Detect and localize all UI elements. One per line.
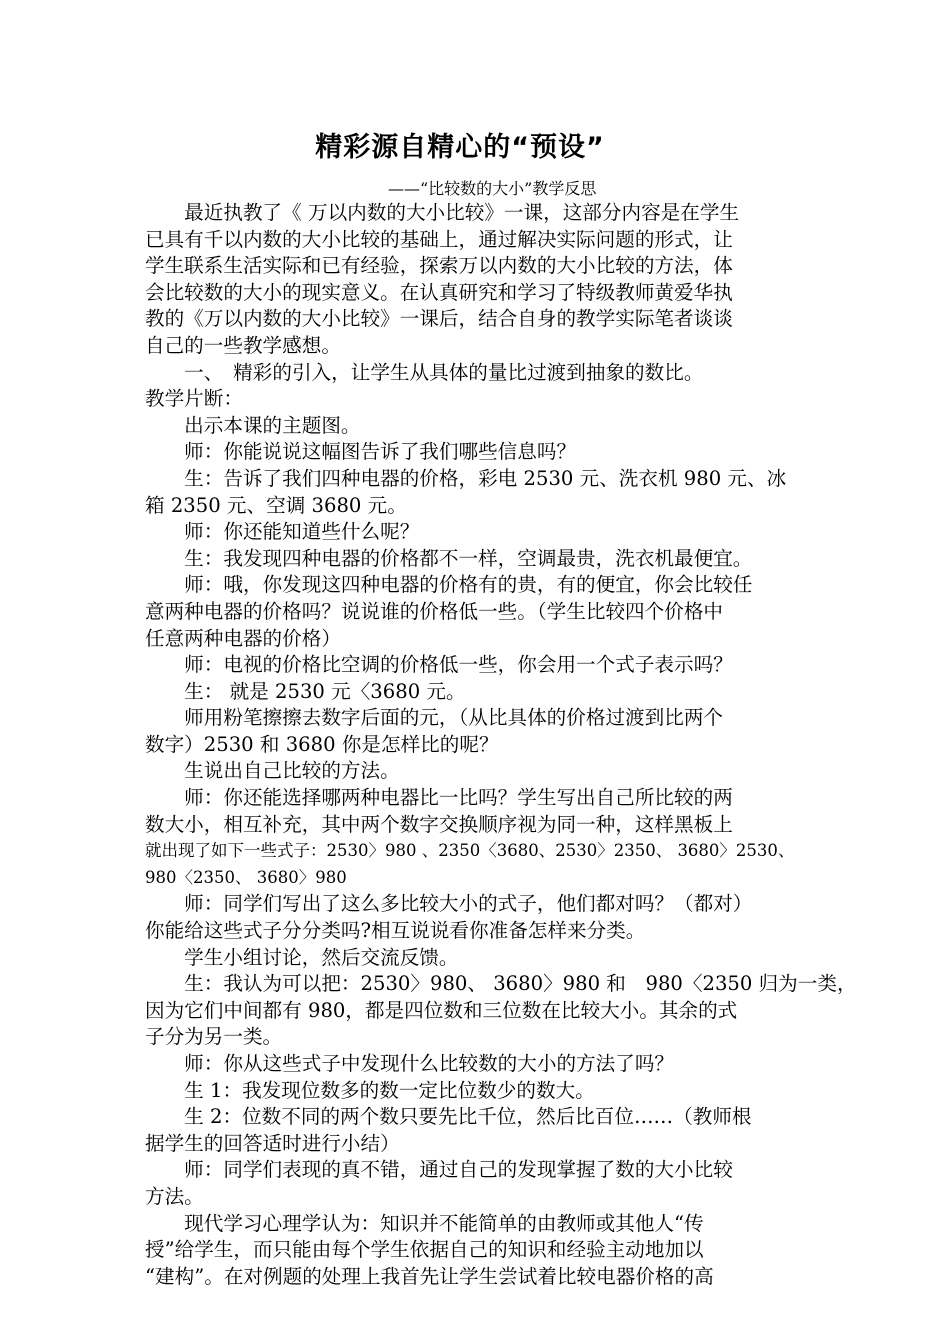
text-line: 任意两种电器的价格）: [145, 626, 341, 650]
text-line: 授”给学生，而只能由每个学生依据自己的知识和经验主动地加以: [145, 1238, 704, 1262]
text-line: 教学片断：: [145, 387, 243, 411]
document-title: 精彩源自精心的“预设”: [315, 132, 605, 163]
text-line: 会比较数的大小的现实意义。在认真研究和学习了特级教师黄爱华执: [145, 280, 733, 304]
text-line: 980〈2350、 3680〉980: [145, 867, 347, 887]
text-line: 师：同学们写出了这么多比较大小的式子，他们都对吗？（都对）: [145, 892, 753, 916]
text-line: 师：同学们表现的真不错，通过自己的发现掌握了数的大小比较: [145, 1158, 733, 1182]
text-line: 一、 精彩的引入，让学生从具体的量比过渡到抽象的数比。: [145, 360, 704, 384]
text-line: 就出现了如下一些式子：2530〉980 、2350〈3680、2530〉2350、 3680〉2530、: [145, 841, 795, 861]
text-line: 箱 2350 元、空调 3680 元。: [145, 493, 407, 517]
text-line: 学生联系生活实际和已有经验，探索万以内数的大小比较的方法，体: [145, 254, 733, 278]
text-line: 数字）2530 和 3680 你是怎样比的呢？: [145, 732, 499, 756]
text-line: 学生小组讨论，然后交流反馈。: [145, 945, 459, 969]
text-line: 师用粉笔擦擦去数字后面的元，（从比具体的价格过渡到比两个: [145, 706, 724, 730]
document-subtitle: ——“比较数的大小”教学反思: [388, 179, 597, 198]
text-line: 生：我发现四种电器的价格都不一样，空调最贵，洗衣机最便宜。: [145, 546, 753, 570]
text-line: 已具有千以内数的大小比较的基础上，通过解决实际问题的形式，让: [145, 227, 733, 251]
text-line: 现代学习心理学认为：知识并不能简单的由教师或其他人“传: [145, 1211, 704, 1235]
text-line: 师：你能说说这幅图告诉了我们哪些信息吗？: [145, 440, 577, 464]
text-line: 师：哦，你发现这四种电器的价格有的贵，有的便宜，你会比较任: [145, 573, 753, 597]
text-line: 你能给这些式子分分类吗?相互说说看你准备怎样来分类。: [145, 919, 646, 943]
text-line: 方法。: [145, 1184, 204, 1208]
text-line: 自己的一些教学感想。: [145, 333, 341, 357]
text-line: 据学生的回答适时进行小结）: [145, 1131, 400, 1155]
text-line: 意两种电器的价格吗？说说谁的价格低一些。（学生比较四个价格中: [145, 599, 724, 623]
text-line: “建构”。在对例题的处理上我首先让学生尝试着比较电器价格的高: [145, 1264, 714, 1288]
text-line: 生 2：位数不同的两个数只要先比千位，然后比百位……（教师根: [145, 1105, 752, 1129]
text-line: 师：你从这些式子中发现什么比较数的大小的方法了吗？: [145, 1052, 675, 1075]
text-line: 生 1：我发现位数多的数一定比位数少的数大。: [145, 1078, 595, 1102]
text-line: 师：你还能选择哪两种电器比一比吗？学生写出自己所比较的两: [145, 786, 733, 810]
text-line: 师：电视的价格比空调的价格低一些，你会用一个式子表示吗？: [145, 653, 733, 677]
text-line: 生说出自己比较的方法。: [145, 759, 400, 783]
text-line: 最近执教了《 万以内数的大小比较》一课，这部分内容是在学生: [145, 201, 740, 224]
text-line: 出示本课的主题图。: [145, 413, 361, 437]
text-line: 生： 就是 2530 元〈3680 元。: [145, 679, 466, 703]
document-body: [145, 200, 857, 1290]
text-line: 子分为另一类。: [145, 1025, 283, 1049]
text-line: 教的《万以内数的大小比较》一课后，结合自身的教学实际笔者谈谈: [145, 307, 733, 331]
text-line: 生：我认为可以把：2530〉980、 3680〉980 和 980〈2350 归为一类，: [145, 972, 857, 996]
text-line: 因为它们中间都有 980，都是四位数和三位数在比较大小。其余的式: [145, 998, 738, 1022]
text-line: 数大小，相互补充，其中两个数字交换顺序视为同一种，这样黑板上: [145, 812, 733, 836]
text-line: 生：告诉了我们四种电器的价格，彩电 2530 元、洗衣机 980 元、冰: [145, 466, 787, 490]
text-line: 师：你还能知道些什么呢？: [145, 520, 420, 544]
